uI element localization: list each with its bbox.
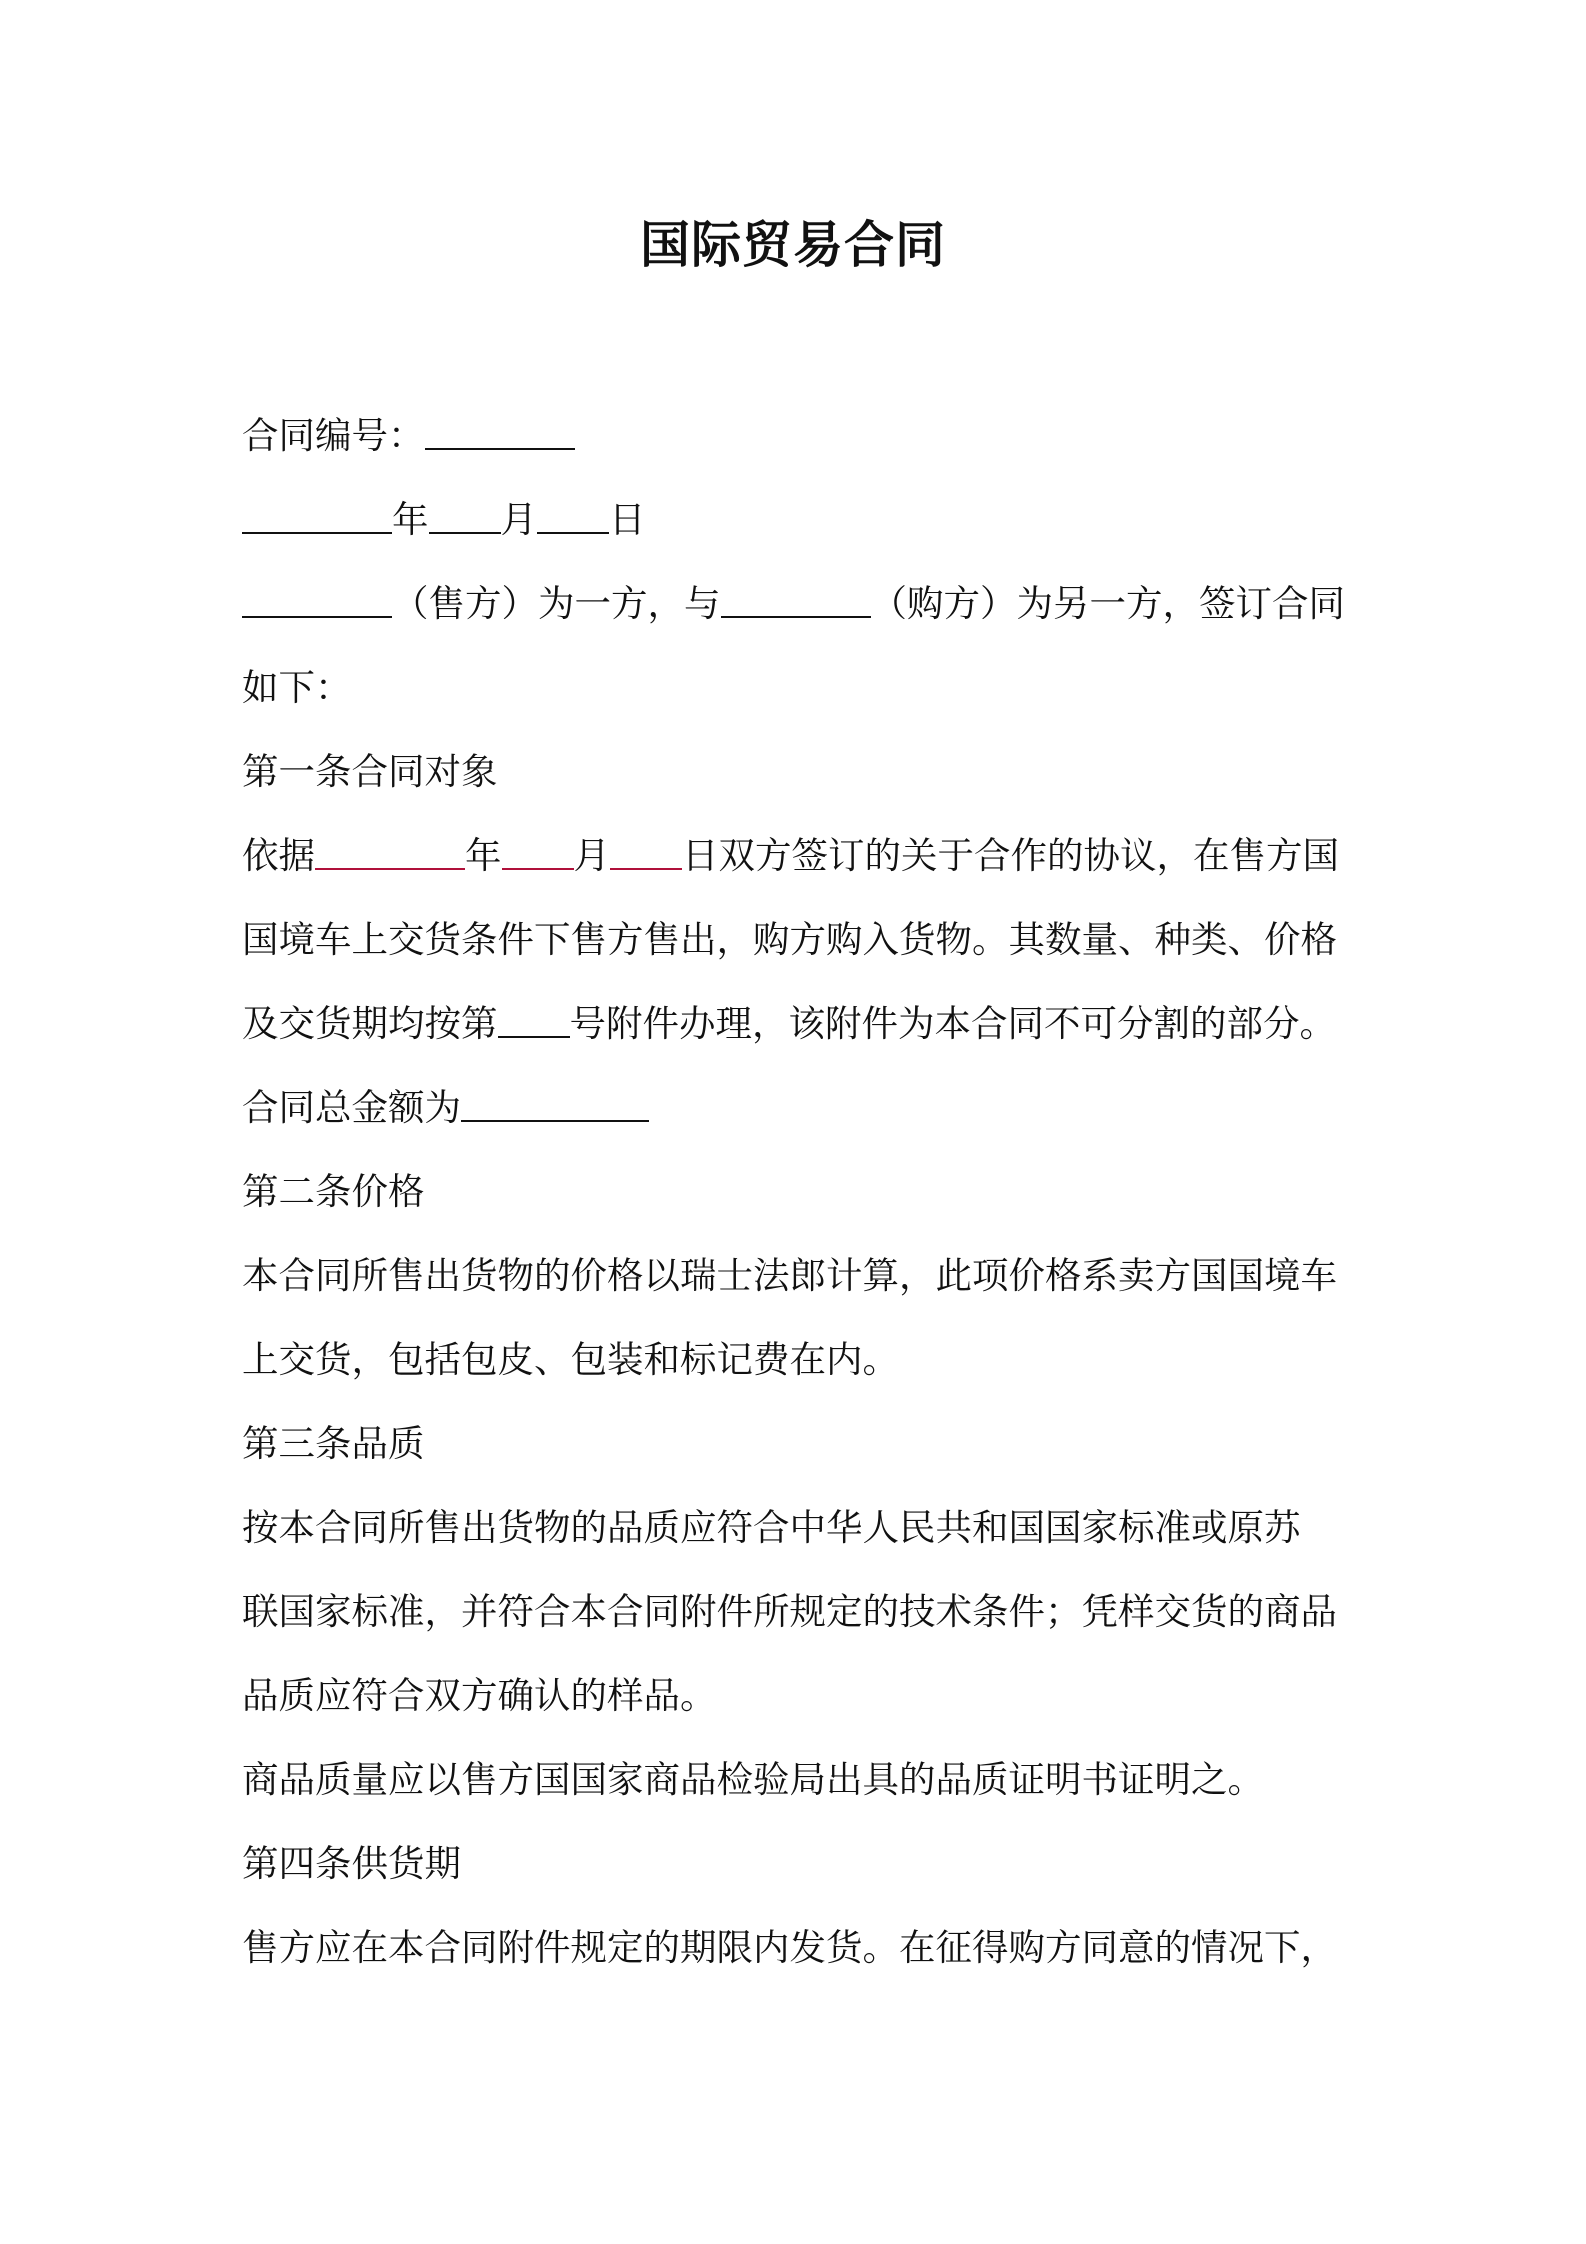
contract-number-blank [425,414,575,450]
month-label: 月 [500,498,537,541]
article1-total-amount [242,1082,1362,1134]
article1-heading: 第一条合同对象 [242,750,498,793]
article3-para-line4: 商品质量应以售方国国家商品检验局出具的品质证明书证明之。 [242,1758,1264,1801]
date-line [242,494,1362,546]
article1-para-line2: 国境车上交货条件下售方售出，购方购入货物。其数量、种类、价格 [242,918,1337,961]
article1-p1-year: 年 [465,834,502,877]
article2-para-line2: 上交货，包括包皮、包装和标记费在内。 [242,1338,899,1381]
parties-continuation: 如下： [242,666,352,709]
agreement-year-blank [315,834,465,870]
total-amount-label: 合同总金额为 [242,1086,461,1129]
article2-heading: 第二条价格 [242,1170,425,1213]
parties-line [242,578,1362,630]
day-blank [537,498,609,534]
article1-p1-start: 依据 [242,834,315,877]
article1-para-line1 [242,830,1362,882]
contract-number-label: 合同编号： [242,414,425,457]
article4-para-line1: 售方应在本合同附件规定的期限内发货。在征得购方同意的情况下， [242,1926,1337,1969]
annex-number-blank [498,1002,570,1038]
agreement-month-blank [502,834,574,870]
buyer-blank [721,582,871,618]
seller-blank [242,582,392,618]
year-label: 年 [392,498,429,541]
buyer-text: （购方）为另一方，签订合同 [870,582,1345,625]
article4-heading: 第四条供货期 [242,1842,461,1885]
agreement-day-blank [610,834,682,870]
article1-p1-end: 日双方签订的关于合作的协议，在售方国 [682,834,1339,877]
article2-para-line1: 本合同所售出货物的价格以瑞士法郎计算，此项价格系卖方国国境车 [242,1254,1337,1297]
article3-para-line1: 按本合同所售出货物的品质应符合中华人民共和国国家标准或原苏 [242,1506,1301,1549]
day-label: 日 [609,498,646,541]
article1-p1-month: 月 [573,834,610,877]
month-blank [429,498,501,534]
document-title: 国际贸易合同 [640,216,946,274]
article3-para-line2: 联国家标准，并符合本合同附件所规定的技术条件；凭样交货的商品 [242,1590,1337,1633]
contract-number-line [242,410,1362,462]
seller-text: （售方）为一方，与 [392,582,721,625]
article1-p3-start: 及交货期均按第 [242,1002,498,1045]
article1-para-line3 [242,998,1362,1050]
total-amount-blank [461,1086,649,1122]
article3-para-line3: 品质应符合双方确认的样品。 [242,1674,717,1717]
year-blank [242,498,392,534]
article3-heading: 第三条品质 [242,1422,425,1465]
article1-p3-end: 号附件办理，该附件为本合同不可分割的部分。 [569,1002,1336,1045]
